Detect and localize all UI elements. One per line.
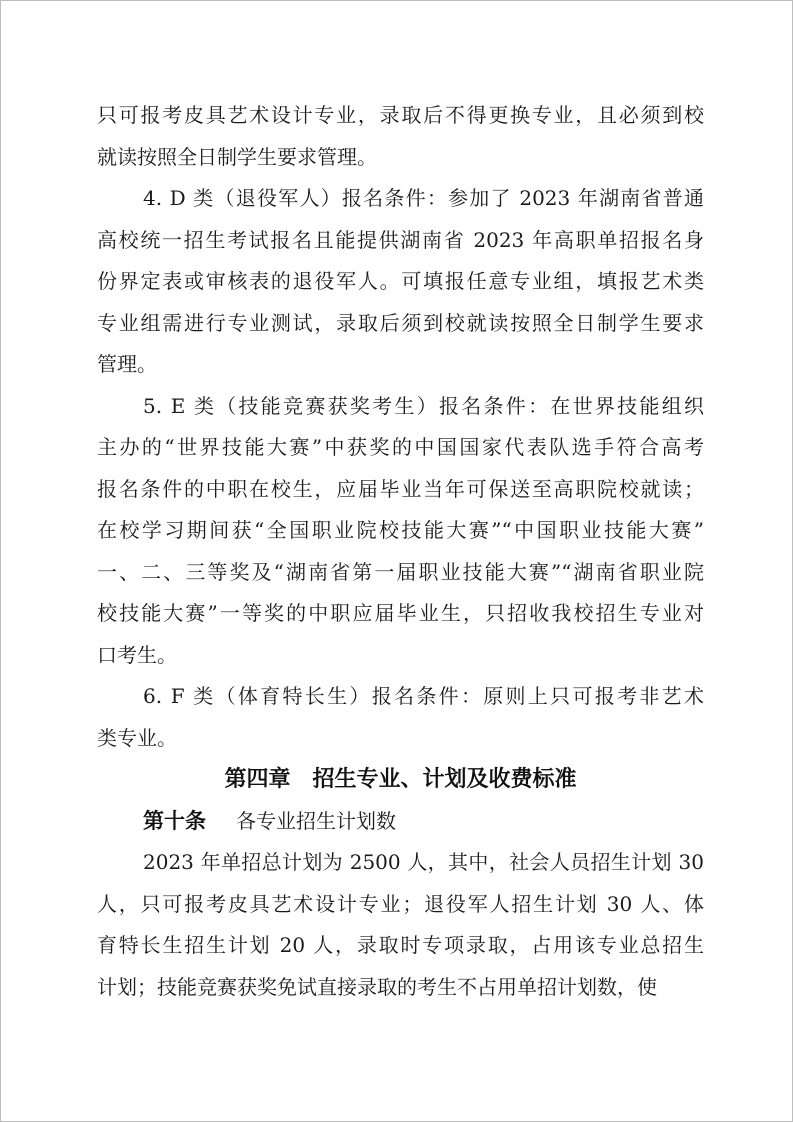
text-line: 报名条件的中职在校生，应届毕业当年可保送至高职院校就读； [97, 476, 704, 501]
text-line: 校技能大赛”一等奖的中职应届毕业生，只招收我校招生专业对 [97, 601, 704, 625]
document-content [97, 95, 704, 1008]
paragraph [97, 842, 704, 1008]
text-line: 只可报考皮具艺术设计专业，录取后不得更换专业，且必须到校 [97, 103, 704, 127]
text-line: 6. F 类（体育特长生）报名条件：原则上只可报考非艺术 [143, 684, 704, 708]
article-heading [97, 801, 704, 843]
text-line: 5. E 类（技能竞赛获奖考生）报名条件：在世界技能组织 [143, 393, 704, 418]
text-line: 一、二、三等奖及“湖南省第一届职业技能大赛”“湖南省职业院 [97, 559, 704, 584]
text-line: 份界定表或审核表的退役军人。可填报任意专业组，填报艺术类 [97, 269, 704, 293]
text-line: 2023 年单招总计划为 2500 人，其中，社会人员招生计划 30 [143, 850, 704, 874]
text-line: 管理。 [97, 352, 157, 376]
text-line: 专业组需进行专业测试，录取后须到校就读按照全日制学生要求 [97, 310, 704, 335]
text-line: 类专业。 [97, 725, 177, 750]
paragraph [97, 178, 704, 386]
text-line: 口考生。 [97, 642, 177, 667]
text-line: 计划；技能竞赛获奖免试直接录取的考生不占用单招计划数，使 [97, 974, 657, 999]
chapter-label: 第四章 [224, 767, 291, 792]
paragraph [97, 386, 704, 677]
text-line: 主办的“世界技能大赛”中获奖的中国国家代表队选手符合高考 [97, 435, 704, 459]
text-line: 4. D 类（退役军人）报名条件：参加了 2023 年湖南省普通 [143, 186, 704, 210]
text-line: 在校学习期间获“全国职业院校技能大赛”“中国职业技能大赛” [97, 518, 704, 542]
article-title: 各专业招生计划数 [236, 808, 396, 833]
text-line: 高校统一招生考试报名且能提供湖南省 2023 年高职单招报名身 [97, 227, 704, 252]
text-line: 人，只可报考皮具艺术设计专业；退役军人招生计划 30 人、体 [97, 891, 704, 916]
chapter-title: 招生专业、计划及收费标准 [312, 767, 577, 792]
paragraph [97, 676, 704, 759]
paragraph [97, 95, 704, 178]
chapter-heading [97, 759, 704, 801]
text-line: 就读按照全日制学生要求管理。 [97, 144, 377, 169]
text-line: 育特长生招生计划 20 人，录取时专项录取，占用该专业总招生 [97, 933, 704, 957]
article-label: 第十条 [143, 808, 206, 833]
